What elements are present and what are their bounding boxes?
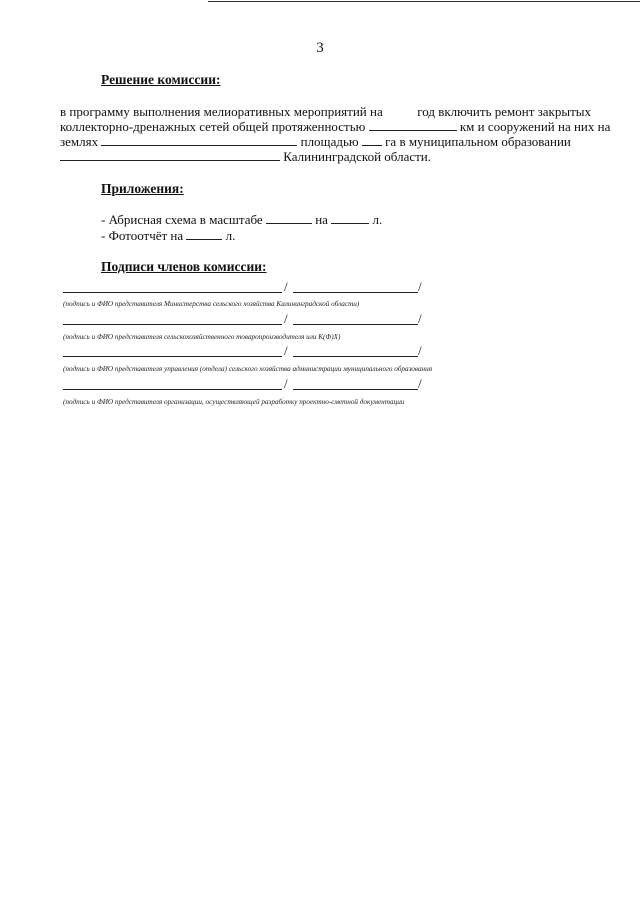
name-field-1[interactable] — [293, 292, 418, 293]
signature-slash-1b: / — [418, 279, 422, 294]
signature-slash-3a: / — [284, 343, 288, 358]
decision-line-1-end: год включить ремонт закрытых — [417, 104, 592, 119]
decision-line-3-end: га в муниципальном образовании — [385, 134, 571, 149]
signature-slash-3b: / — [418, 343, 422, 358]
name-field-4[interactable] — [293, 389, 418, 390]
photo-sheets-field[interactable] — [186, 228, 222, 240]
scheme-sheets-unit: л. — [372, 212, 383, 227]
municipality-field[interactable] — [60, 149, 280, 161]
decision-line-3 — [60, 134, 571, 150]
signature-caption-1: (подпись и ФИО представителя Министерства сельского хозяйства Калининградской области) — [63, 300, 360, 308]
decision-line-2-start: коллекторно-дренажных сетей общей протяженностью — [60, 119, 366, 134]
name-field-2[interactable] — [293, 324, 418, 325]
signature-caption-2: (подпись и ФИО представителя сельскохозяйственного товаропроизводителя или К(Ф)Х) — [63, 333, 341, 341]
decision-line-1 — [60, 104, 591, 120]
scheme-on-label: на — [315, 212, 328, 227]
lands-field[interactable] — [101, 134, 297, 146]
signature-field-2[interactable] — [63, 324, 282, 325]
decision-line-3-area: площадью — [300, 134, 359, 149]
signature-field-1[interactable] — [63, 292, 282, 293]
signature-slash-4b: / — [418, 376, 422, 391]
area-ha-field[interactable] — [362, 134, 382, 146]
attachment-scheme — [101, 212, 382, 228]
signature-slash-1a: / — [284, 279, 288, 294]
scheme-label: - Абрисная схема в масштабе — [101, 212, 263, 227]
decision-line-2-end: км и сооружений на них на — [459, 119, 611, 134]
signature-caption-4: (подпись и ФИО представителя организации, осуществляющей разработку проектно-сметной документации — [63, 398, 405, 406]
signature-field-3[interactable] — [63, 356, 282, 357]
page-number: 3 — [316, 40, 324, 56]
year-field[interactable] — [386, 104, 414, 116]
decision-heading: Решение комиссии: — [101, 72, 221, 87]
signature-slash-2a: / — [284, 311, 288, 326]
attachments-heading: Приложения: — [101, 181, 184, 196]
decision-line-4-end: Калининградской области. — [283, 149, 432, 164]
attachment-photo — [101, 228, 235, 244]
photo-sheets-unit: л. — [225, 228, 236, 243]
scale-field[interactable] — [266, 212, 312, 224]
signature-slash-4a: / — [284, 376, 288, 391]
decision-line-2 — [60, 119, 610, 135]
signature-caption-3: (подпись и ФИО представителя управления (отдела) сельского хозяйства администрации муниципального образования — [63, 365, 433, 373]
scheme-sheets-field[interactable] — [331, 212, 369, 224]
decision-line-4 — [60, 149, 431, 165]
signatures-heading: Подписи членов комиссии: — [101, 259, 267, 274]
signature-slash-2b: / — [418, 311, 422, 326]
signature-field-4[interactable] — [63, 389, 282, 390]
decision-line-3-start: землях — [60, 134, 99, 149]
photo-label: - Фотоотчёт на — [101, 228, 184, 243]
name-field-3[interactable] — [293, 356, 418, 357]
top-edge-rule — [208, 1, 640, 2]
decision-line-1-start: в программу выполнения мелиоративных мероприятий на — [60, 104, 383, 119]
length-km-field[interactable] — [369, 119, 457, 131]
